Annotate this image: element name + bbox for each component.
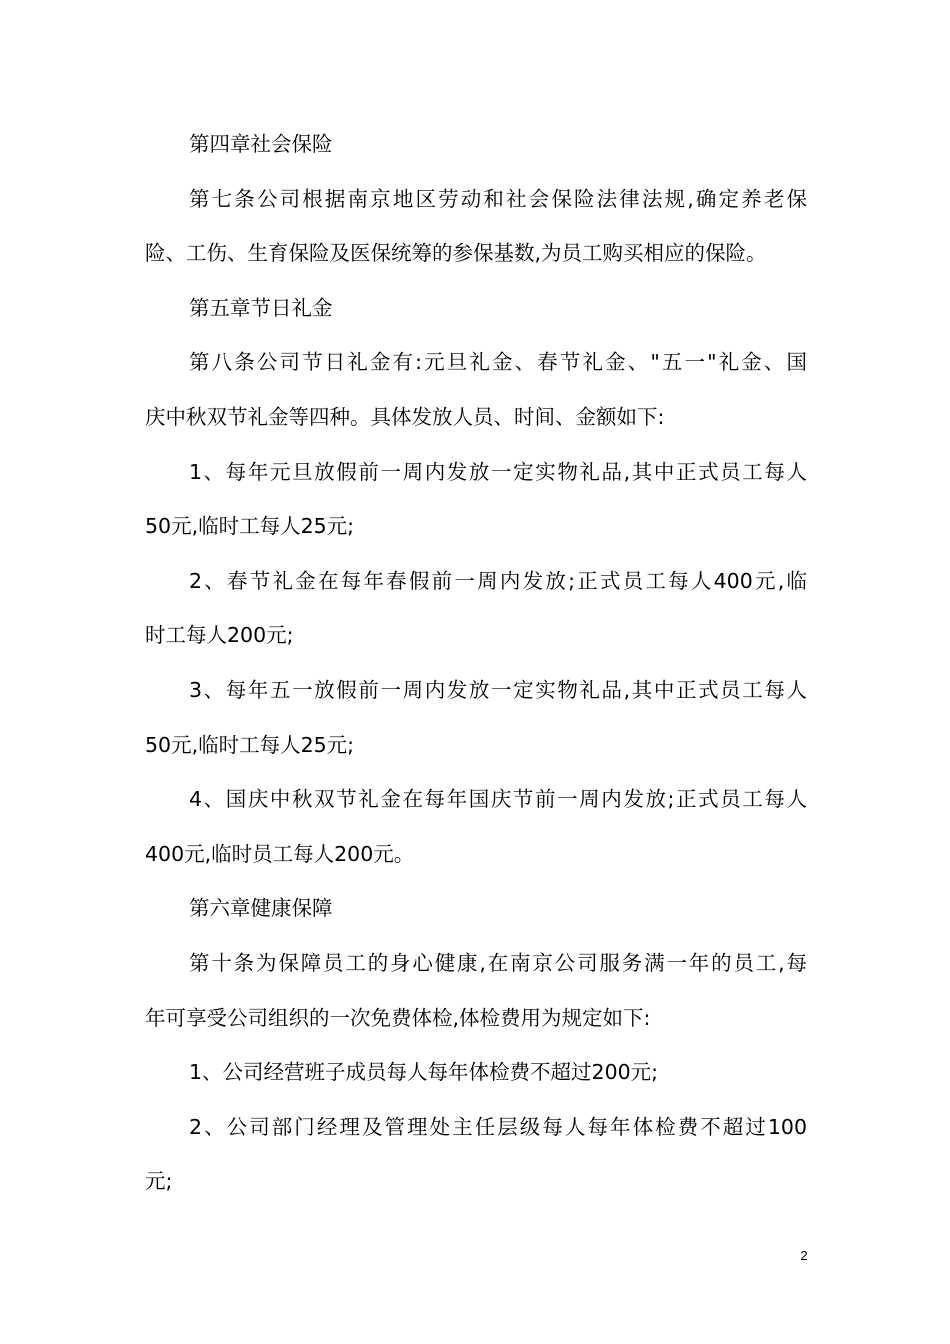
page-number: 2: [800, 1248, 808, 1263]
article-10-line-1: 第十条为保障员工的身心健康,在南京公司服务满一年的员工,每: [189, 950, 807, 975]
item-1-line-1: 1、每年元旦放假前一周内发放一定实物礼品,其中正式员工每人: [189, 459, 807, 484]
item-3-line-1: 3、每年五一放假前一周内发放一定实物礼品,其中正式员工每人: [189, 677, 807, 702]
health-item-1: 1、公司经营班子成员每人每年体检费不超过200元;: [189, 1060, 659, 1085]
item-4-line-2: 400元,临时员工每人200元。: [145, 841, 415, 866]
document-body: [145, 117, 807, 1209]
health-item-2-line-1: 2、公司部门经理及管理处主任层级每人每年体检费不超过100: [189, 1114, 807, 1139]
article-7-line-1: 第七条公司根据南京地区劳动和社会保险法律法规,确定养老保: [189, 186, 807, 211]
article-8-line-1: 第八条公司节日礼金有:元旦礼金、春节礼金、"五一"礼金、国: [189, 350, 807, 375]
chapter-4-heading: 第四章社会保险: [189, 132, 333, 156]
item-3-line-2: 50元,临时工每人25元;: [145, 732, 355, 757]
article-7-line-2: 险、工伤、生育保险及医保统筹的参保基数,为员工购买相应的保险。: [145, 241, 767, 266]
chapter-5-heading: 第五章节日礼金: [189, 295, 333, 320]
article-10-line-2: 年可享受公司组织的一次免费体检,体检费用为规定如下:: [145, 1005, 651, 1030]
article-8-line-2: 庆中秋双节礼金等四种。具体发放人员、时间、金额如下:: [145, 404, 665, 429]
item-2-line-2: 时工每人200元;: [145, 623, 294, 648]
health-item-2-line-2: 元;: [145, 1169, 173, 1194]
chapter-6-heading: 第六章健康保障: [189, 896, 333, 921]
item-4-line-1: 4、国庆中秋双节礼金在每年国庆节前一周内发放;正式员工每人: [189, 787, 807, 812]
item-2-line-1: 2、春节礼金在每年春假前一周内发放;正式员工每人400元,临: [189, 568, 807, 593]
item-1-line-2: 50元,临时工每人25元;: [145, 514, 355, 539]
